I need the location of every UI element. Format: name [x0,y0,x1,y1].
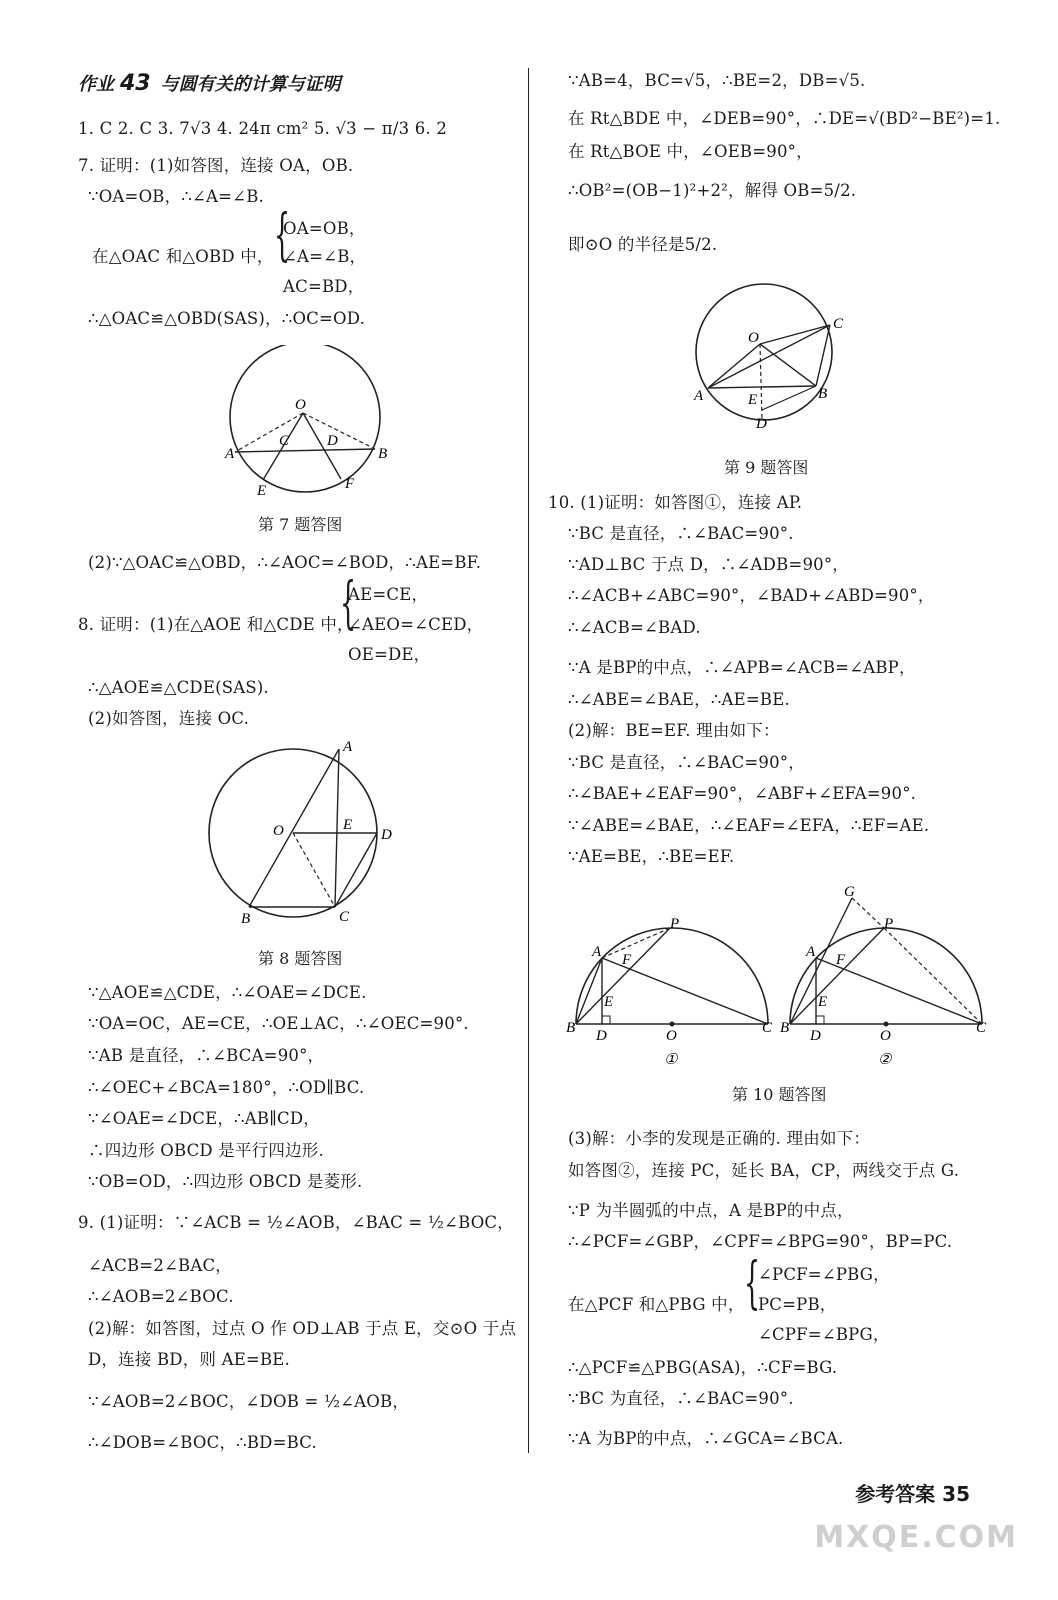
watermark: MXQE.COM [814,1520,1018,1555]
left-line: ∵∠AOB=2∠BOC，∠DOB = ½∠AOB， [88,1392,410,1411]
right-line: ∵∠ABE=∠BAE，∴∠EAF=∠EFA，∴EF=AE. [568,816,930,835]
right-line: ∴OB²=(OB−1)²+2²，解得 OB=5/2. [568,181,857,200]
svg-text:P: P [670,916,680,932]
svg-text:F: F [836,952,846,968]
brace-7: { [274,203,291,268]
left-line: (2)如答图，连接 OC. [88,709,250,728]
right-line: 在 Rt△BDE 中，∠DEB=90°，∴DE=√(BD²−BE²)=1. [568,109,1001,128]
svg-text:A: A [343,739,353,755]
svg-text:B: B [378,446,388,462]
left-line: ∠A=∠B， [283,247,367,266]
svg-text:A: A [592,944,602,960]
page-number: 35 [942,1482,970,1506]
right-line: ∠PCF=∠PBG， [758,1265,890,1284]
footer-label: 参考答案 [855,1482,936,1506]
title-text: 与圆有关的计算与证明 [160,74,341,95]
svg-text:F: F [622,952,632,968]
left-line: 7. 证明：(1)如答图，连接 OA，OB. [78,156,354,175]
svg-text:B: B [818,386,828,402]
brace-10: { [744,1251,761,1316]
svg-text:O: O [880,1028,891,1044]
left-line: (2)∵△OAC≌△OBD，∴∠AOC=∠BOD，∴AE=BF. [88,553,482,572]
figure-10-caption: 第 10 题答图 [732,1085,827,1104]
svg-text:A: A [694,388,704,404]
figure-10-1-label: ① [664,1052,678,1068]
left-line: OE=DE， [348,645,431,664]
left-line: 在△OAC 和△OBD 中， [92,247,274,266]
svg-text:F: F [345,476,355,492]
right-line: ∵AE=BE，∴BE=EF. [568,847,735,866]
svg-text:D: D [756,416,767,430]
svg-text:E: E [748,392,758,408]
svg-text:O: O [748,330,759,346]
page-footer [855,1478,970,1507]
right-line: ∴∠BAE+∠EAF=90°，∠ABF+∠EFA=90°. [568,784,917,803]
left-line: OA=OB， [283,219,366,238]
right-line: ∵BC 为直径，∴∠BAC=90°. [568,1389,794,1408]
right-line: (2)解：BE=EF. 理由如下： [568,721,780,740]
svg-text:D: D [810,1028,821,1044]
right-line: ∵A 是BP的中点，∴∠APB=∠ACB=∠ABP， [568,658,916,677]
figure-8-caption: 第 8 题答图 [258,949,343,968]
right-line: ∴∠ACB=∠BAD. [568,618,701,637]
left-line: AC=BD， [283,277,365,296]
figure-9 [688,280,858,430]
svg-text:D: D [596,1028,607,1044]
figure-10-2 [780,880,995,1070]
title-number: 43 [120,71,151,96]
title-prefix: 作业 [78,74,114,95]
figure-9-caption: 第 9 题答图 [724,458,809,477]
left-line: ∴△OAC≌△OBD(SAS)，∴OC=OD. [88,309,366,328]
svg-text:C: C [976,1020,987,1036]
left-line: 1. C 2. C 3. 7√3 4. 24π cm² 5. √3 − π/3 6. 2 [78,119,448,138]
right-line: ∵AB=4，BC=√5，∴BE=2，DB=√5. [568,71,866,90]
right-line: 在△PCF 和△PBG 中， [568,1295,745,1314]
left-line: ∵OB=OD，∴四边形 OBCD 是菱形. [88,1172,363,1191]
left-line: ∵∠OAE=∠DCE，∴AB∥CD， [88,1109,320,1128]
left-line: AE=CE， [348,585,429,604]
right-line: 在 Rt△BOE 中，∠OEB=90°， [568,142,813,161]
left-line: ∠ACB=2∠BAC， [88,1256,233,1275]
right-line: ∴∠ABE=∠BAE，∴AE=BE. [568,690,790,709]
left-line: 9. (1)证明：∵∠ACB = ½∠AOB，∠BAC = ½∠BOC， [78,1213,514,1232]
svg-text:P: P [884,916,894,932]
svg-text:D: D [327,433,338,449]
column-divider [528,68,529,1453]
right-line: 10. (1)证明：如答图①，连接 AP. [548,493,803,512]
left-line: ∴四边形 OBCD 是平行四边形. [88,1141,324,1160]
right-line: 即⊙O 的半径是5/2. [568,235,718,254]
svg-text:E: E [818,994,828,1010]
figure-7 [223,345,393,505]
svg-text:C: C [339,909,350,925]
right-line: ∠CPF=∠BPG， [758,1325,890,1344]
svg-text:A: A [225,446,235,462]
svg-text:D: D [381,827,392,843]
figure-8 [203,735,403,925]
svg-text:B: B [780,1020,790,1036]
right-line: (3)解：小李的发现是正确的. 理由如下： [568,1129,871,1148]
left-line: ∵OA=OC，AE=CE，∴OE⊥AC，∴∠OEC=90°. [88,1014,469,1033]
figure-10-2-label: ② [878,1052,892,1068]
left-line: ∴∠DOB=∠BOC，∴BD=BC. [88,1433,317,1452]
svg-text:C: C [762,1020,773,1036]
right-line: ∵BC 是直径，∴∠BAC=90°. [568,524,794,543]
svg-text:O: O [666,1028,677,1044]
svg-text:O: O [273,823,284,839]
left-line: ∴∠AOB=2∠BOC. [88,1287,234,1306]
right-line: ∵BC 是直径，∴∠BAC=90°， [568,753,805,772]
right-line: 如答图②，连接 PC，延长 BA，CP，两线交于点 G. [568,1161,960,1180]
right-line: ∴△PCF≌△PBG(ASA)，∴CF=BG. [568,1358,838,1377]
svg-text:B: B [566,1020,576,1036]
right-line: ∵P 为半圆弧的中点，A 是BP的中点， [568,1201,854,1220]
svg-text:A: A [806,944,816,960]
right-line: PC=PB， [758,1295,837,1314]
page-title [78,70,341,96]
figure-10-1 [566,900,776,1070]
left-line: ∴△AOE≌△CDE(SAS). [88,678,269,697]
right-line: ∴∠ACB+∠ABC=90°，∠BAD+∠ABD=90°， [568,586,935,605]
left-line: ∴∠OEC+∠BCA=180°，∴OD∥BC. [88,1078,365,1097]
left-line: ∵AB 是直径，∴∠BCA=90°， [88,1046,325,1065]
figure-7-caption: 第 7 题答图 [258,515,343,534]
right-line: ∵AD⊥BC 于点 D，∴∠ADB=90°， [568,555,850,574]
svg-text:G: G [844,884,855,900]
left-line: 8. 证明：(1)在△AOE 和△CDE 中， [78,615,354,634]
left-line: (2)解：如答图，过点 O 作 OD⊥AB 于点 E，交⊙O 于点 [88,1319,517,1338]
left-line: D，连接 BD，则 AE=BE. [88,1350,290,1369]
left-line: ∠AEO=∠CED， [348,615,484,634]
right-line: ∴∠PCF=∠GBP，∠CPF=∠BPG=90°，BP=PC. [568,1232,953,1251]
brace-8: { [340,571,357,636]
left-line: ∵△AOE≌△CDE，∴∠OAE=∠DCE. [88,983,367,1002]
right-line: ∵A 为BP的中点，∴∠GCA=∠BCA. [568,1429,844,1448]
svg-text:E: E [343,817,353,833]
svg-text:E: E [604,994,614,1010]
left-line: ∵OA=OB，∴∠A=∠B. [88,187,264,206]
svg-text:C: C [833,316,844,332]
svg-text:C: C [279,433,290,449]
svg-text:O: O [295,397,306,413]
svg-text:B: B [241,911,251,925]
svg-text:E: E [257,483,267,499]
